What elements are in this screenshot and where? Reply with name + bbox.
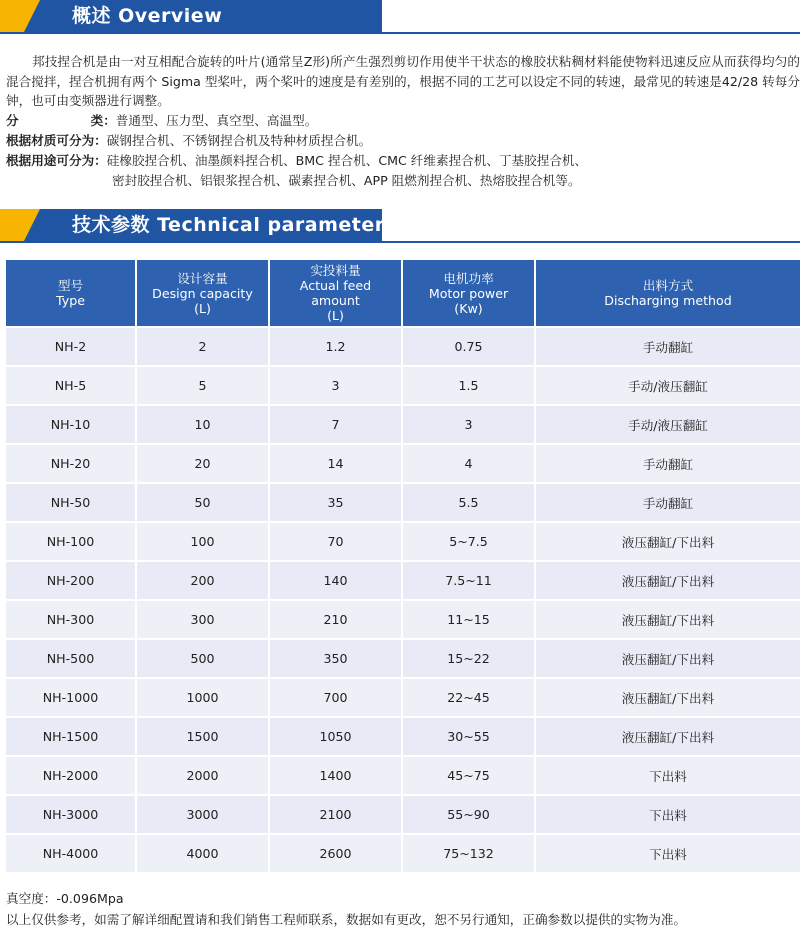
cell-motor-power: 1.5: [403, 365, 536, 404]
cell-design-capacity: 5: [137, 365, 270, 404]
classification-value: 普通型、压力型、真空型、高温型。: [115, 113, 318, 128]
technical-title: 技术参数 Technical parameters: [72, 214, 397, 236]
cell-discharging-method: 液压翻缸/下出料: [536, 560, 800, 599]
cell-design-capacity: 4000: [137, 833, 270, 872]
cell-design-capacity: 2000: [137, 755, 270, 794]
cell-motor-power: 30~55: [403, 716, 536, 755]
cell-type: NH-100: [6, 521, 137, 560]
cell-discharging-method: 手动翻缸: [536, 443, 800, 482]
cell-motor-power: 5~7.5: [403, 521, 536, 560]
table-row: [6, 755, 800, 794]
material-line: [6, 131, 371, 151]
classification-line: [6, 111, 317, 131]
cell-design-capacity: 50: [137, 482, 270, 521]
technical-parameters-table: [6, 260, 800, 872]
column-header-motor-power: 电机功率 Motor power (Kw): [403, 260, 536, 326]
table-row: [6, 365, 800, 404]
disclaimer-note: 以上仅供参考，如需了解详细配置请和我们销售工程师联系，数据如有更改，恕不另行通知，正确参数以提供的实物为准。: [6, 912, 687, 927]
cell-actual-feed: 1050: [270, 716, 403, 755]
cell-actual-feed: 7: [270, 404, 403, 443]
cell-discharging-method: 手动/液压翻缸: [536, 404, 800, 443]
table-row: [6, 521, 800, 560]
cell-actual-feed: 3: [270, 365, 403, 404]
cell-motor-power: 7.5~11: [403, 560, 536, 599]
cell-discharging-method: 手动/液压翻缸: [536, 365, 800, 404]
use-value-1: 硅橡胶捏合机、油墨颜料捏合机、BMC 捏合机、CMC 纤维素捏合机、丁基胶捏合机、: [106, 153, 588, 168]
table-row: [6, 599, 800, 638]
table-row: [6, 443, 800, 482]
cell-actual-feed: 70: [270, 521, 403, 560]
header-rule: [0, 32, 800, 34]
cell-actual-feed: 1400: [270, 755, 403, 794]
column-header-design-capacity: 设计容量 Design capacity (L): [137, 260, 270, 326]
cell-motor-power: 3: [403, 404, 536, 443]
cell-discharging-method: 下出料: [536, 755, 800, 794]
cell-discharging-method: 手动翻缸: [536, 326, 800, 365]
material-value: 碳钢捏合机、不锈钢捏合机及特种材质捏合机。: [106, 133, 372, 148]
cell-type: NH-1500: [6, 716, 137, 755]
cell-motor-power: 11~15: [403, 599, 536, 638]
cell-discharging-method: 液压翻缸/下出料: [536, 677, 800, 716]
cell-type: NH-500: [6, 638, 137, 677]
cell-type: NH-200: [6, 560, 137, 599]
cell-actual-feed: 35: [270, 482, 403, 521]
cell-discharging-method: 液压翻缸/下出料: [536, 599, 800, 638]
cell-motor-power: 15~22: [403, 638, 536, 677]
table-row: [6, 326, 800, 365]
cell-actual-feed: 14: [270, 443, 403, 482]
cell-actual-feed: 2600: [270, 833, 403, 872]
cell-motor-power: 5.5: [403, 482, 536, 521]
cell-design-capacity: 10: [137, 404, 270, 443]
cell-discharging-method: 液压翻缸/下出料: [536, 638, 800, 677]
cell-motor-power: 45~75: [403, 755, 536, 794]
cell-discharging-method: 下出料: [536, 794, 800, 833]
cell-design-capacity: 20: [137, 443, 270, 482]
cell-discharging-method: 手动翻缸: [536, 482, 800, 521]
table-row: [6, 677, 800, 716]
cell-actual-feed: 350: [270, 638, 403, 677]
overview-section-header: [0, 0, 800, 34]
cell-type: NH-50: [6, 482, 137, 521]
cell-type: NH-2000: [6, 755, 137, 794]
cell-design-capacity: 100: [137, 521, 270, 560]
overview-title: 概述 Overview: [72, 5, 223, 27]
technical-section-header: [0, 209, 800, 243]
material-label: 根据材质可分为：: [6, 133, 107, 148]
cell-motor-power: 4: [403, 443, 536, 482]
cell-type: NH-3000: [6, 794, 137, 833]
use-label: 根据用途可分为：: [6, 153, 107, 168]
cell-motor-power: 55~90: [403, 794, 536, 833]
header-rule: [0, 241, 800, 243]
cell-design-capacity: 2: [137, 326, 270, 365]
cell-discharging-method: 下出料: [536, 833, 800, 872]
column-header-actual-feed: 实投料量 Actual feed amount (L): [270, 260, 403, 326]
cell-design-capacity: 500: [137, 638, 270, 677]
cell-actual-feed: 210: [270, 599, 403, 638]
use-value-2: 密封胶捏合机、铝银浆捏合机、碳素捏合机、APP 阻燃剂捏合机、热熔胶捏合机等。: [112, 173, 581, 188]
table-row: [6, 638, 800, 677]
cell-motor-power: 0.75: [403, 326, 536, 365]
cell-type: NH-300: [6, 599, 137, 638]
table-row: [6, 482, 800, 521]
cell-type: NH-2: [6, 326, 137, 365]
cell-design-capacity: 300: [137, 599, 270, 638]
table-row: [6, 560, 800, 599]
cell-type: NH-20: [6, 443, 137, 482]
vacuum-note: 真空度：-0.096Mpa: [6, 891, 124, 906]
overview-paragraph: 邦技捏合机是由一对互相配合旋转的叶片(通常呈Z形)所产生强烈剪切作用使半干状态的橡胶状粘稠材料能使物料迅速反应从而获得均匀的混合搅拌，捏合机拥有两个 Sigma 型桨叶，两个桨叶的速度是有差别的，根据不同的工艺可以设定不同的转速，最常见的转速是42/28 转每分钟，也可由变频器进行调整。: [6, 54, 800, 108]
cell-type: NH-4000: [6, 833, 137, 872]
column-header-discharging-method: 出料方式 Discharging method: [536, 260, 800, 326]
cell-design-capacity: 200: [137, 560, 270, 599]
cell-motor-power: 75~132: [403, 833, 536, 872]
cell-discharging-method: 液压翻缸/下出料: [536, 521, 800, 560]
use-line: [6, 151, 587, 171]
table-row: [6, 404, 800, 443]
cell-actual-feed: 140: [270, 560, 403, 599]
cell-actual-feed: 2100: [270, 794, 403, 833]
table-header-row: [6, 260, 800, 326]
cell-type: NH-5: [6, 365, 137, 404]
column-header-type: 型号 Type: [6, 260, 137, 326]
table-row: [6, 716, 800, 755]
cell-type: NH-10: [6, 404, 137, 443]
cell-design-capacity: 3000: [137, 794, 270, 833]
cell-design-capacity: 1500: [137, 716, 270, 755]
cell-actual-feed: 1.2: [270, 326, 403, 365]
table-row: [6, 794, 800, 833]
cell-design-capacity: 1000: [137, 677, 270, 716]
classification-label: 分 类：: [6, 113, 116, 128]
cell-actual-feed: 700: [270, 677, 403, 716]
table-body: [6, 326, 800, 872]
cell-motor-power: 22~45: [403, 677, 536, 716]
cell-type: NH-1000: [6, 677, 137, 716]
table-row: [6, 833, 800, 872]
cell-discharging-method: 液压翻缸/下出料: [536, 716, 800, 755]
